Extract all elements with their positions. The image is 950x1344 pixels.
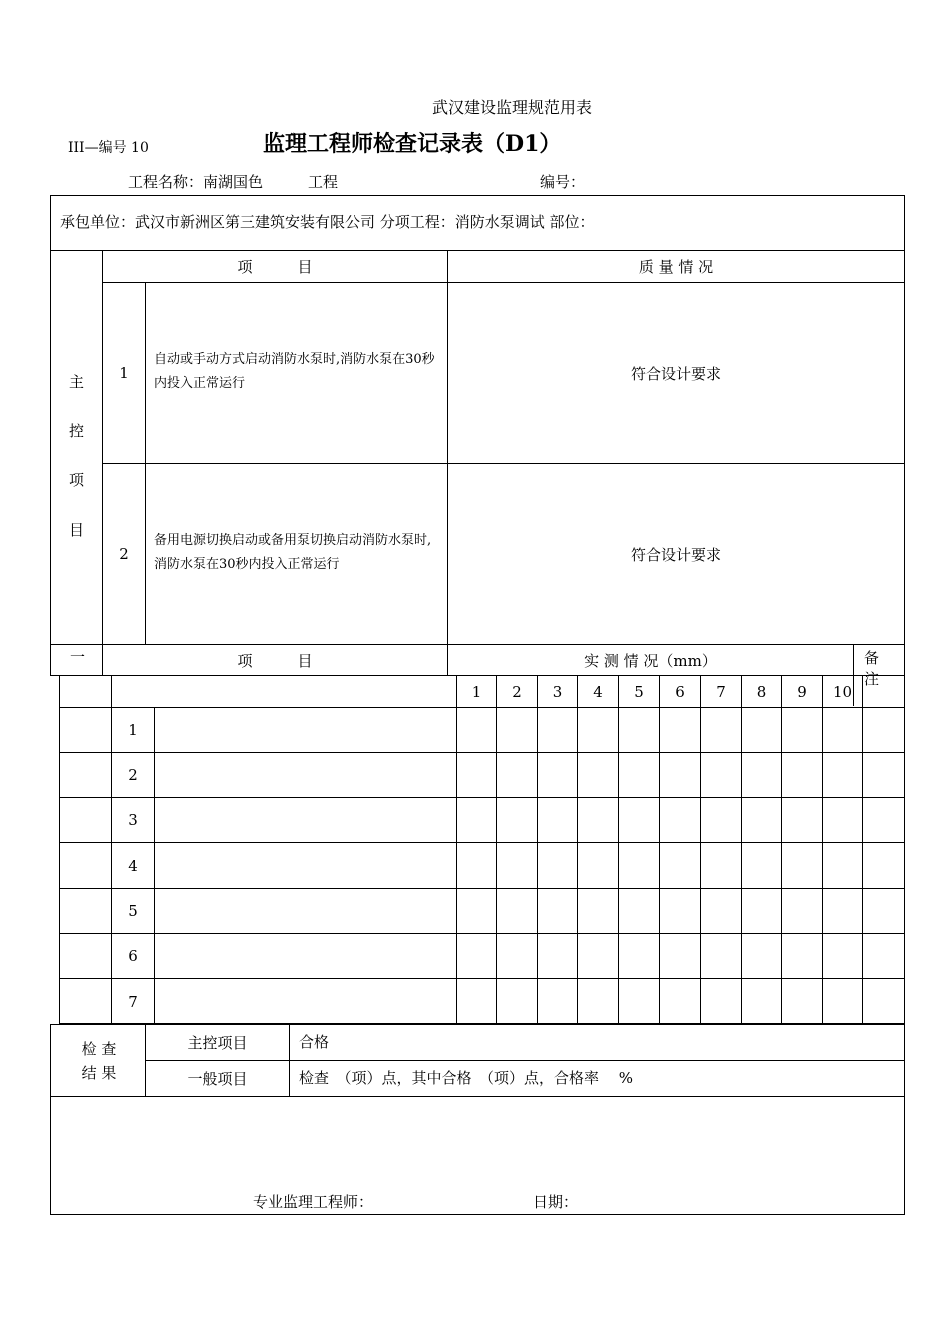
col-divider bbox=[781, 675, 782, 1024]
col-divider bbox=[700, 675, 701, 1024]
col-divider bbox=[862, 675, 863, 1024]
col-divider bbox=[577, 675, 578, 1024]
col-header-quality: 质 量 情 况 bbox=[638, 258, 714, 276]
main-row-no: 2 bbox=[119, 545, 129, 563]
result-general-label: 一般项目 bbox=[187, 1070, 248, 1088]
measure-col-number: 7 bbox=[716, 682, 726, 701]
row-divider bbox=[59, 752, 905, 753]
measure-col-number: 2 bbox=[512, 682, 522, 701]
row-divider bbox=[59, 707, 905, 708]
result-main-value: 合格 bbox=[299, 1033, 330, 1051]
project-suffix: 工程 bbox=[308, 173, 339, 191]
row-divider bbox=[50, 1096, 905, 1097]
row-divider bbox=[59, 888, 905, 889]
general-side-label: 一 bbox=[70, 648, 86, 666]
result-label: 检 查 结 果 bbox=[81, 1040, 117, 1082]
form-code: III—编号 10 bbox=[68, 140, 149, 156]
col-divider bbox=[456, 675, 457, 1024]
engineer-signature-label: 专业监理工程师： bbox=[253, 1193, 374, 1211]
measure-col-number: 9 bbox=[797, 682, 807, 701]
measure-col-number: 4 bbox=[593, 682, 603, 701]
measure-col-number: 6 bbox=[675, 682, 685, 701]
main-row-item: 自动或手动方式启动消防水泵时,消防水泵在30秒内投入正常运行 bbox=[154, 352, 435, 391]
project-name: 工程名称：南湖国色 bbox=[128, 173, 264, 191]
measure-col-number: 8 bbox=[756, 682, 767, 701]
side-label-char: 主 bbox=[69, 373, 85, 391]
org-title: 武汉建设监理规范用表 bbox=[432, 98, 593, 117]
col-divider bbox=[822, 675, 823, 1024]
general-row-no: 7 bbox=[128, 992, 138, 1011]
date-label: 日期： bbox=[533, 1193, 579, 1211]
general-row-no: 6 bbox=[128, 947, 138, 965]
measure-col-number: 10 bbox=[832, 682, 853, 701]
col-divider bbox=[741, 675, 742, 1024]
side-label-char: 目 bbox=[69, 521, 85, 539]
main-row-item: 备用电源切换启动或备用泵切换启动消防水泵时,消防水泵在30秒内投入正常运行 bbox=[154, 533, 432, 572]
col-divider bbox=[659, 675, 660, 1024]
row-divider bbox=[59, 842, 905, 843]
general-row-no: 4 bbox=[128, 856, 138, 875]
general-row-no: 1 bbox=[128, 721, 138, 739]
general-row-no: 3 bbox=[128, 811, 138, 829]
result-main-label: 主控项目 bbox=[187, 1034, 248, 1052]
col-divider bbox=[537, 675, 538, 1024]
result-general-value: 检查 （项）点，其中合格 （项）点，合格率 % bbox=[299, 1069, 634, 1087]
general-row-no: 5 bbox=[128, 902, 138, 920]
general-row-no: 2 bbox=[128, 766, 138, 784]
main-row-no: 1 bbox=[119, 364, 129, 382]
row-divider bbox=[59, 978, 905, 979]
col-divider bbox=[618, 675, 619, 1024]
side-label-char: 控 bbox=[69, 422, 85, 440]
general-col-measure: 实 测 情 况（mm） bbox=[584, 651, 717, 670]
col-divider bbox=[154, 707, 155, 1024]
form-number-label: 编号： bbox=[540, 173, 586, 191]
measure-col-number: 3 bbox=[552, 682, 563, 701]
contract-line: 承包单位：武汉市新洲区第三建筑安装有限公司 分项工程：消防水泵调试 部位： bbox=[60, 213, 595, 231]
general-col-remark: 备注 bbox=[864, 649, 880, 688]
measure-col-number: 5 bbox=[634, 682, 644, 701]
row-divider bbox=[59, 797, 905, 798]
col-divider bbox=[496, 675, 497, 1024]
form-title: 监理工程师检查记录表（D1） bbox=[263, 131, 562, 157]
measure-col-number: 1 bbox=[471, 682, 482, 701]
col-header-item: 项 目 bbox=[237, 258, 313, 276]
main-row-quality: 符合设计要求 bbox=[630, 364, 721, 383]
row-divider bbox=[59, 933, 905, 934]
main-row-quality: 符合设计要求 bbox=[630, 545, 721, 564]
measure-table-frame bbox=[59, 675, 905, 1024]
side-label-char: 项 bbox=[69, 471, 85, 489]
general-col-item: 项 目 bbox=[237, 651, 313, 670]
